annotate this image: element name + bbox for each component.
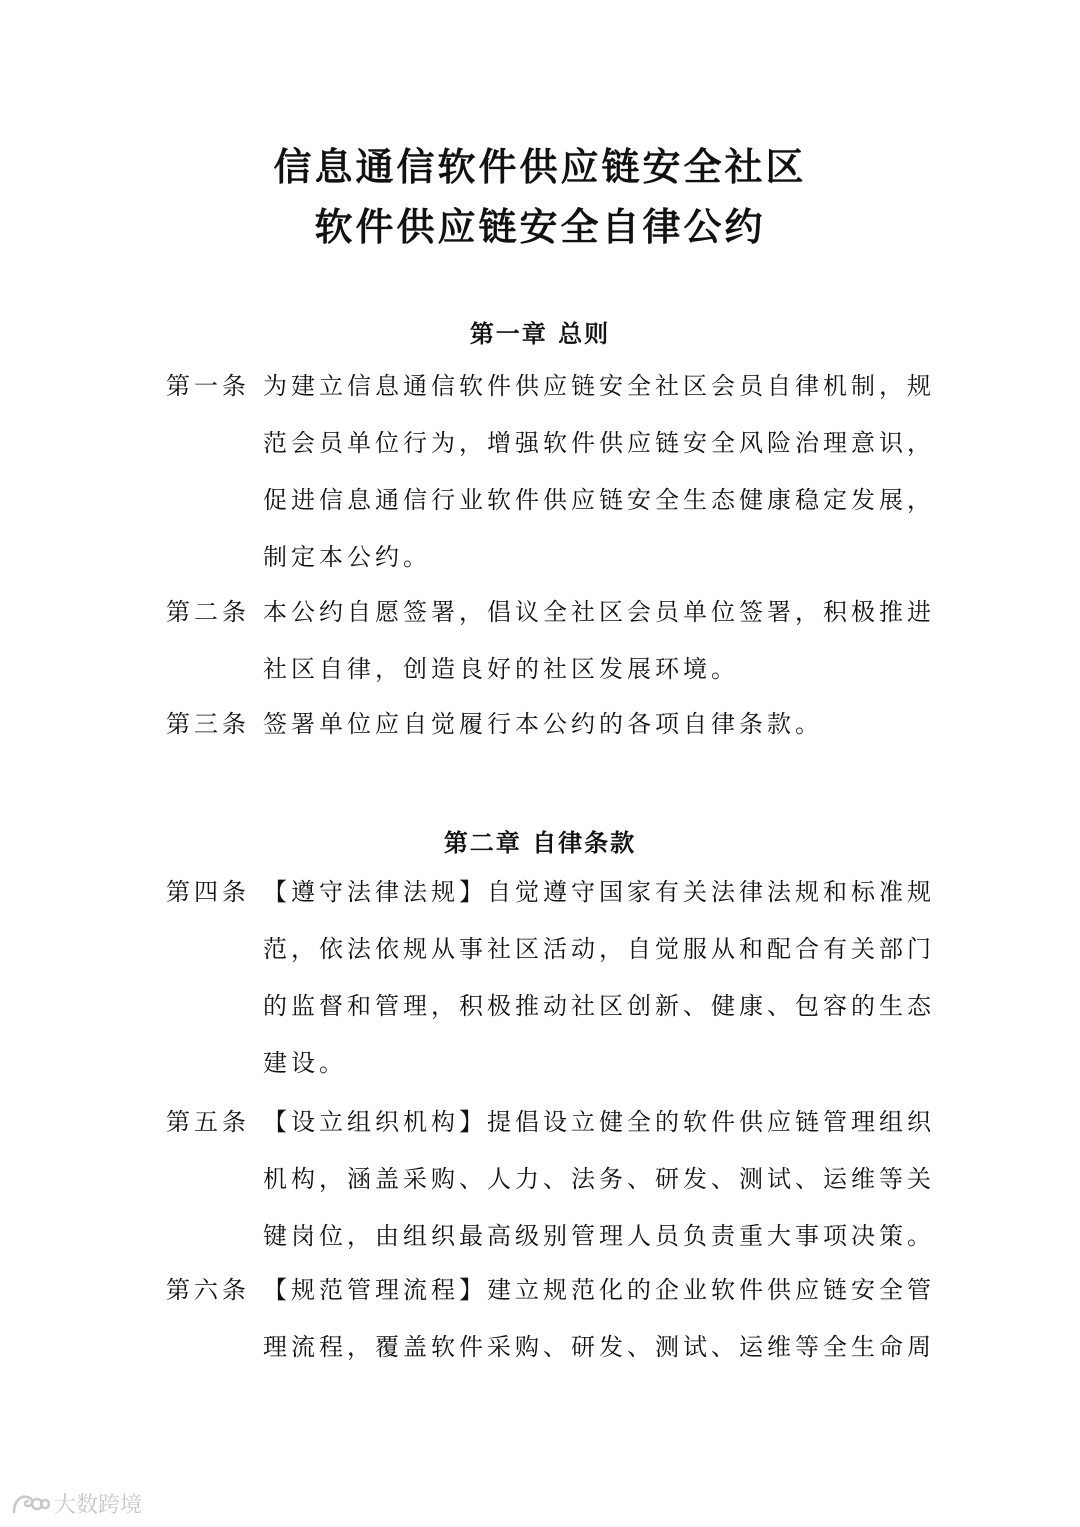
chapter-heading: 第一章 总则 bbox=[469, 320, 611, 348]
article-line: 范，依法依规从事社区活动，自觉服从和配合有关部门 bbox=[263, 935, 935, 963]
document-title-line-1: 信息通信软件供应链安全社区 bbox=[273, 145, 807, 189]
article-number: 第一条 bbox=[166, 372, 250, 400]
article-line: 制定本公约。 bbox=[263, 543, 431, 571]
article-line: 范会员单位行为，增强软件供应链安全风险治理意识， bbox=[263, 429, 935, 457]
watermark bbox=[10, 1488, 142, 1519]
article-number: 第四条 bbox=[166, 878, 250, 906]
chapter-heading: 第二章 自律条款 bbox=[443, 829, 637, 857]
article-line: 促进信息通信行业软件供应链安全生态健康稳定发展， bbox=[263, 486, 935, 514]
article bbox=[166, 1094, 935, 1265]
article-line: 的监督和管理，积极推动社区创新、健康、包容的生态 bbox=[263, 992, 935, 1020]
article-number: 第三条 bbox=[166, 710, 250, 738]
article-number: 第五条 bbox=[166, 1108, 250, 1136]
article bbox=[166, 584, 935, 698]
article-line: 键岗位，由组织最高级别管理人员负责重大事项决策。 bbox=[263, 1222, 935, 1250]
article-line: 本公约自愿签署，倡议全社区会员单位签署，积极推进 bbox=[263, 598, 935, 626]
article bbox=[166, 358, 935, 586]
article-number: 第六条 bbox=[166, 1276, 250, 1304]
article-line: 【规范管理流程】建立规范化的企业软件供应链安全管 bbox=[263, 1276, 935, 1304]
article bbox=[166, 1262, 935, 1376]
article-line: 建设。 bbox=[263, 1049, 347, 1077]
article-number: 第二条 bbox=[166, 598, 250, 626]
article-line: 签署单位应自觉履行本公约的各项自律条款。 bbox=[263, 710, 823, 738]
article-line: 机构，涵盖采购、人力、法务、研发、测试、运维等关 bbox=[263, 1165, 935, 1193]
watermark-text: 大数跨境 bbox=[54, 1493, 143, 1518]
article-line: 社区自律，创造良好的社区发展环境。 bbox=[263, 655, 739, 683]
article-line: 【设立组织机构】提倡设立健全的软件供应链管理组织 bbox=[263, 1108, 935, 1136]
article-line: 为建立信息通信软件供应链安全社区会员自律机制，规 bbox=[263, 372, 935, 400]
article bbox=[166, 864, 935, 1092]
article bbox=[166, 696, 926, 753]
watermark-logo-icon bbox=[10, 1490, 50, 1518]
document-title-line-2: 软件供应链安全自律公约 bbox=[314, 205, 766, 249]
article-line: 理流程，覆盖软件采购、研发、测试、运维等全生命周 bbox=[263, 1333, 935, 1361]
article-line: 【遵守法律法规】自觉遵守国家有关法律法规和标准规 bbox=[263, 878, 935, 906]
